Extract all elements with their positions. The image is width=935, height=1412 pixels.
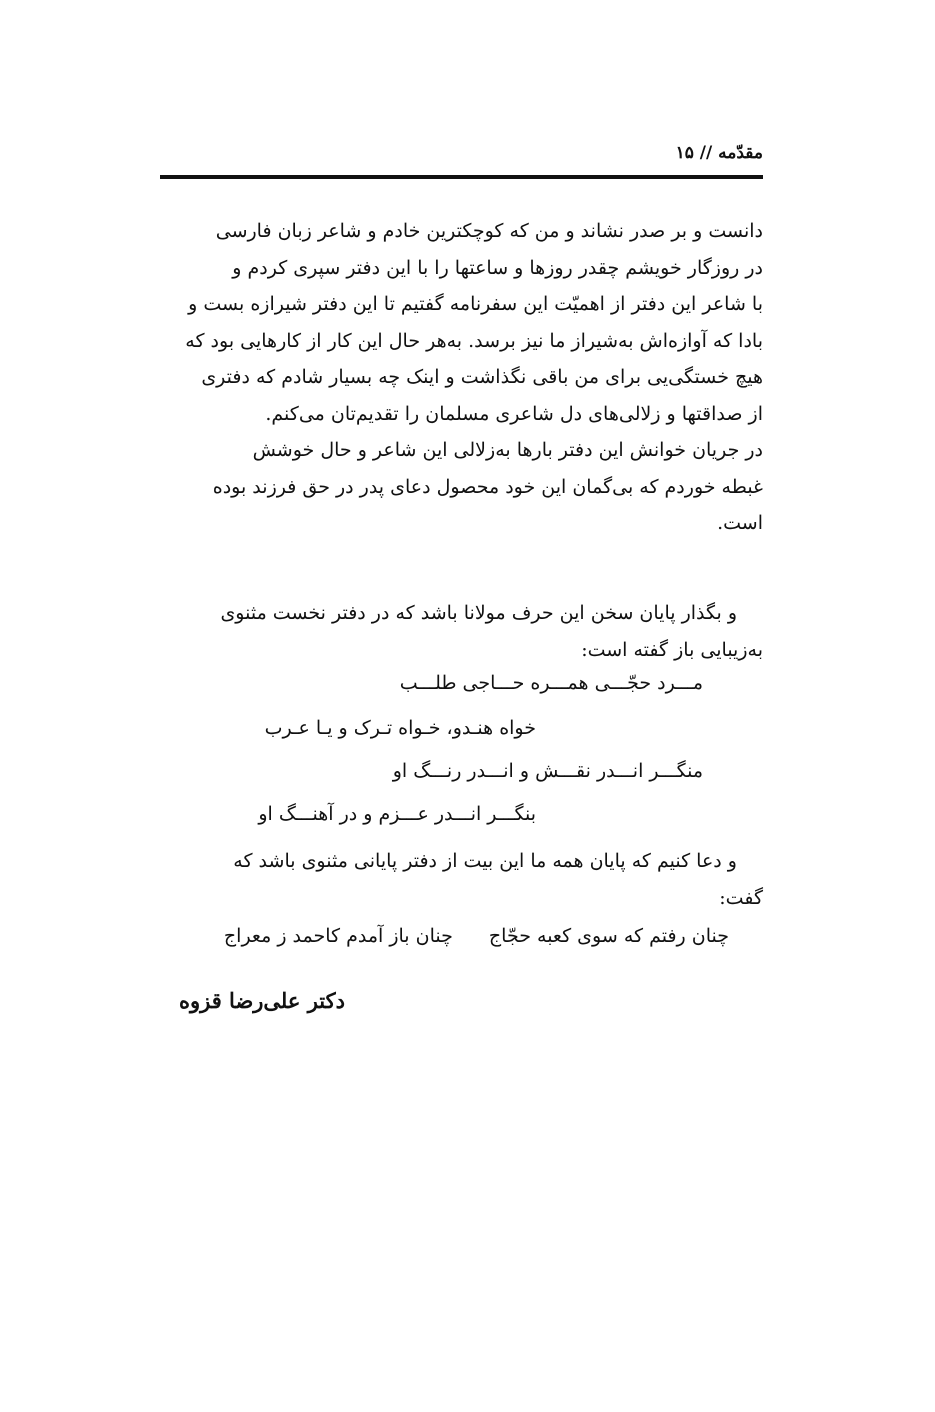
- poem-line: خواه هنـدو، خـواه تـرک و یـا عـرب: [264, 717, 536, 739]
- text-line: غبطه خوردم که بی‌گمان این خود محصول دعای پدر در حق فرزند بوده: [212, 475, 763, 498]
- text-line: به‌زیبایی باز گفته است:: [581, 638, 763, 661]
- text-line: هیچ خستگی‌یی برای من باقی نگذاشت و اینک چه بسیار شادم که دفتری: [201, 366, 763, 388]
- closing-verse: [224, 925, 729, 947]
- text-line: و بگذار پایان سخن این حرف مولانا باشد که در دفتر نخست مثنوی: [220, 602, 737, 624]
- paragraph-1: [160, 213, 763, 542]
- text-line: از صداقتها و زلالی‌های دل شاعری مسلمان را تقدیم‌تان می‌کنم.: [265, 402, 763, 425]
- poem-line: مـــرد حجّـــی همـــره حـــاجی طلـــب: [399, 672, 703, 694]
- text-line: با شاعر این دفتر از اهمیّت این سفرنامه گفتیم تا این دفتر شیرازه بست و: [188, 293, 763, 315]
- author-signature: دکتر علی‌رضا قزوه: [178, 988, 345, 1013]
- text-line: در جریان خوانش این دفتر بارها به‌زلالی این شاعر و حال خوشش: [252, 439, 763, 461]
- text-line: در روزگار خویشم چقدر روزها و ساعتها را با این دفتر سپری کردم و: [232, 256, 763, 279]
- text-line: و دعا کنیم که پایان همه ما این بیت از دفتر پایانی مثنوی باشد که: [233, 850, 737, 872]
- text-line: است.: [717, 512, 763, 534]
- poem-line: بنگـــر انـــدر عـــزم و در آهنـــگ او: [258, 803, 536, 825]
- header-rule: [160, 175, 763, 179]
- text-line: دانست و بر صدر نشاند و من که کوچکترین خادم و شاعر زبان فارسی: [215, 220, 763, 242]
- text-line: گفت:: [719, 886, 763, 909]
- running-head: مقدّمه // ۱۵: [675, 143, 763, 163]
- paragraph-3: [160, 843, 763, 916]
- hemistich: چنان رفتم که سوی کعبه حجّاج: [488, 925, 729, 947]
- text-line: بادا که آوازه‌اش به‌شیراز ما نیز برسد. به‌هر حال این کار از کارهایی بود که: [185, 329, 763, 352]
- hemistich: چنان باز آمدم کاحمد ز معراج: [223, 925, 453, 947]
- poem-line: منگـــر انـــدر نقـــش و انـــدر رنـــگ او: [392, 760, 703, 782]
- paragraph-2: [160, 595, 763, 668]
